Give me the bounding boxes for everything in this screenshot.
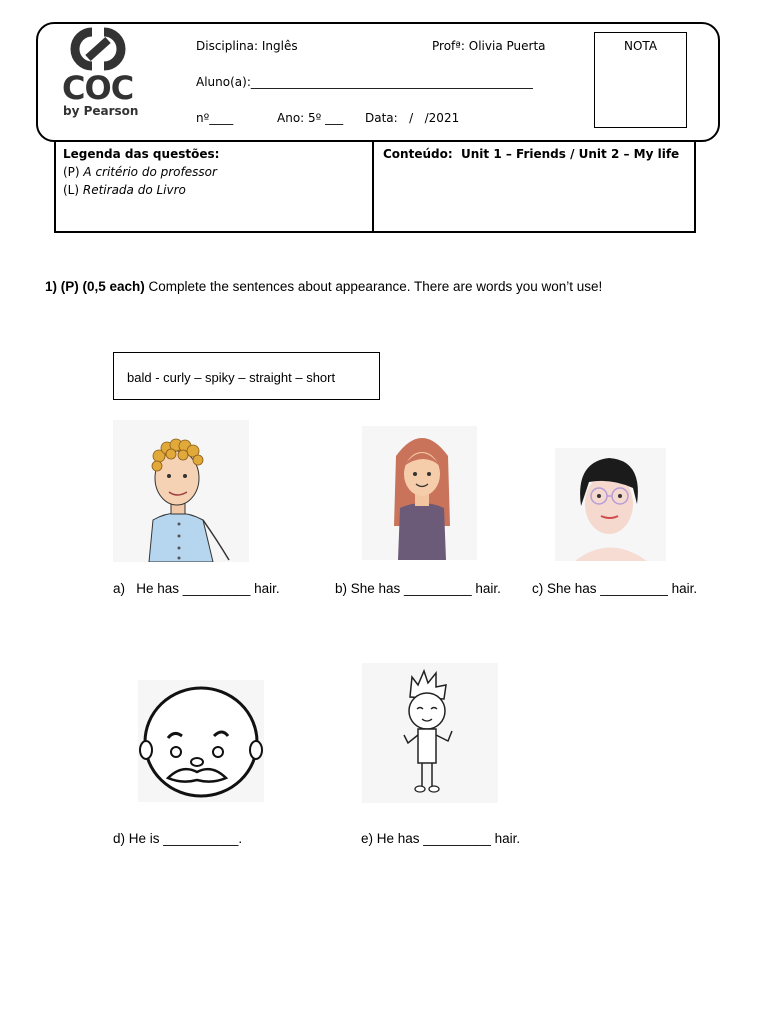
question-1 <box>45 279 602 294</box>
question-number: 1) (P) (0,5 each) <box>45 279 145 294</box>
boy-spiky-hair-image <box>362 663 498 803</box>
boy-curly-hair-image <box>113 420 249 562</box>
item-d[interactable]: d) He is __________. <box>113 831 243 846</box>
item-c[interactable]: c) She has _________ hair. <box>532 581 698 596</box>
bald-man-image <box>138 680 264 802</box>
legend-item-p <box>63 165 217 179</box>
item-b[interactable]: b) She has _________ hair. <box>335 581 501 596</box>
legend-divider <box>372 140 374 233</box>
question-text: Complete the sentences about appearance. There are words you won’t use! <box>144 279 603 294</box>
girl-straight-hair-image <box>362 426 477 560</box>
date-field[interactable]: Data: / /2021 <box>365 111 460 125</box>
logo-text: COC <box>62 69 134 107</box>
teacher-label: Profª: Olivia Puerta <box>432 39 546 53</box>
logo-subtext: by Pearson <box>63 104 139 118</box>
number-field[interactable]: nº____ <box>196 111 234 125</box>
year-field[interactable]: Ano: 5º ___ <box>277 111 344 125</box>
item-a[interactable]: a) He has _________ hair. <box>113 581 280 596</box>
legend-code: (L) <box>63 183 83 197</box>
legend-item-l <box>63 183 186 197</box>
grade-label: NOTA <box>624 39 658 53</box>
subject-label: Disciplina: Inglês <box>196 39 298 53</box>
legend-text: A critério do professor <box>83 165 217 179</box>
content-label: Conteúdo: Unit 1 – Friends / Unit 2 – My life <box>383 147 680 161</box>
legend-text: Retirada do Livro <box>82 183 186 197</box>
legend-title: Legenda das questões: <box>63 147 220 161</box>
student-name-field[interactable]: Aluno(a):_______________________________________________ <box>196 75 533 89</box>
item-e[interactable]: e) He has _________ hair. <box>361 831 521 846</box>
legend-code: (P) <box>63 165 84 179</box>
woman-short-hair-image <box>555 448 666 561</box>
coc-logo-icon <box>62 24 134 74</box>
word-bank-text: bald - curly – spiky – straight – short <box>127 370 336 385</box>
